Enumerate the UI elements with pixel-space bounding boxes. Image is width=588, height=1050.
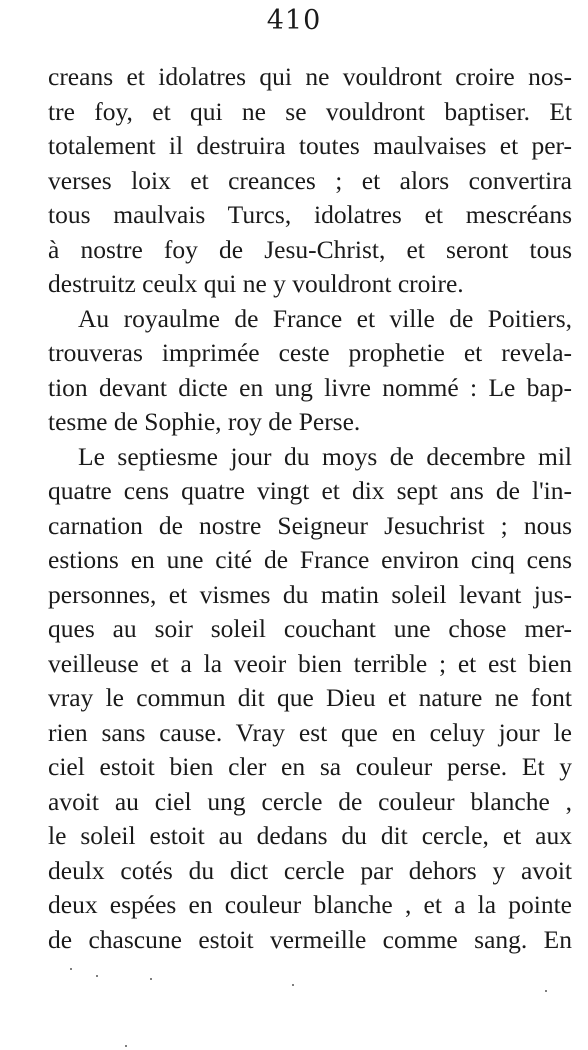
text-line: personnes, et vismes du matin soleil levant jus- [48,579,572,609]
text-line: tion devant dicte en ung livre nommé : Le bap- [48,372,572,402]
text-line: Au royaulme de France et ville de Poitiers, [78,303,572,333]
text-line: avoit au ciel ung cercle de couleur blanche , [48,786,572,816]
text-line: quatre cens quatre vingt et dix sept ans de l'in- [48,476,572,505]
text-line: vray le commun dit que Dieu et nature ne font [48,683,572,712]
text-line: carnation de nostre Seigneur Jesuchrist ; nous [48,510,572,540]
text-line: tre foy, et qui ne se vouldront baptiser. Et [48,96,572,126]
text-line: ciel estoit bien cler en sa couleur perse. Et y [48,752,572,781]
speck [96,975,98,977]
text-line: destruitz ceulx qui ne y vouldront croire. [48,269,464,298]
text-line: ques au soir soleil couchant une chose mer- [48,614,572,643]
text-line: deulx cotés du dict cercle par dehors y avoit [48,855,572,885]
text-line: Le septiesme jour du moys de decembre mil [78,441,572,471]
text-line: totalement il destruira toutes maulvaises et per- [48,131,572,160]
text-line: le soleil estoit au dedans du dit cercle, et aux [48,821,572,850]
page-number: 410 [266,5,322,36]
speck [545,990,547,992]
speck [70,968,72,970]
speck [150,978,152,980]
speck [125,1045,127,1047]
text-line: creans et idolatres qui ne vouldront croire nos- [48,62,572,91]
text-line: veilleuse et a la veoir bien terrible ; et est bien [48,648,572,678]
text-line: rien sans cause. Vray est que en celuy jour le [48,717,572,747]
text-line: verses loix et creances ; et alors convertira [48,165,572,195]
text-line: de chascune estoit vermeille comme sang. En [48,924,572,954]
text-line: trouveras imprimée ceste prophetie et revela- [48,338,572,367]
text-line: estions en une cité de France environ cinq cens [48,545,572,574]
speck [292,984,294,986]
text-line: tous maulvais Turcs, idolatres et mescréans [48,200,572,229]
text-line: deux espées en couleur blanche , et a la pointe [48,890,572,919]
text-line: à nostre foy de Jesu-Christ, et seront tous [48,234,572,264]
text-line: tesme de Sophie, roy de Perse. [48,407,361,436]
